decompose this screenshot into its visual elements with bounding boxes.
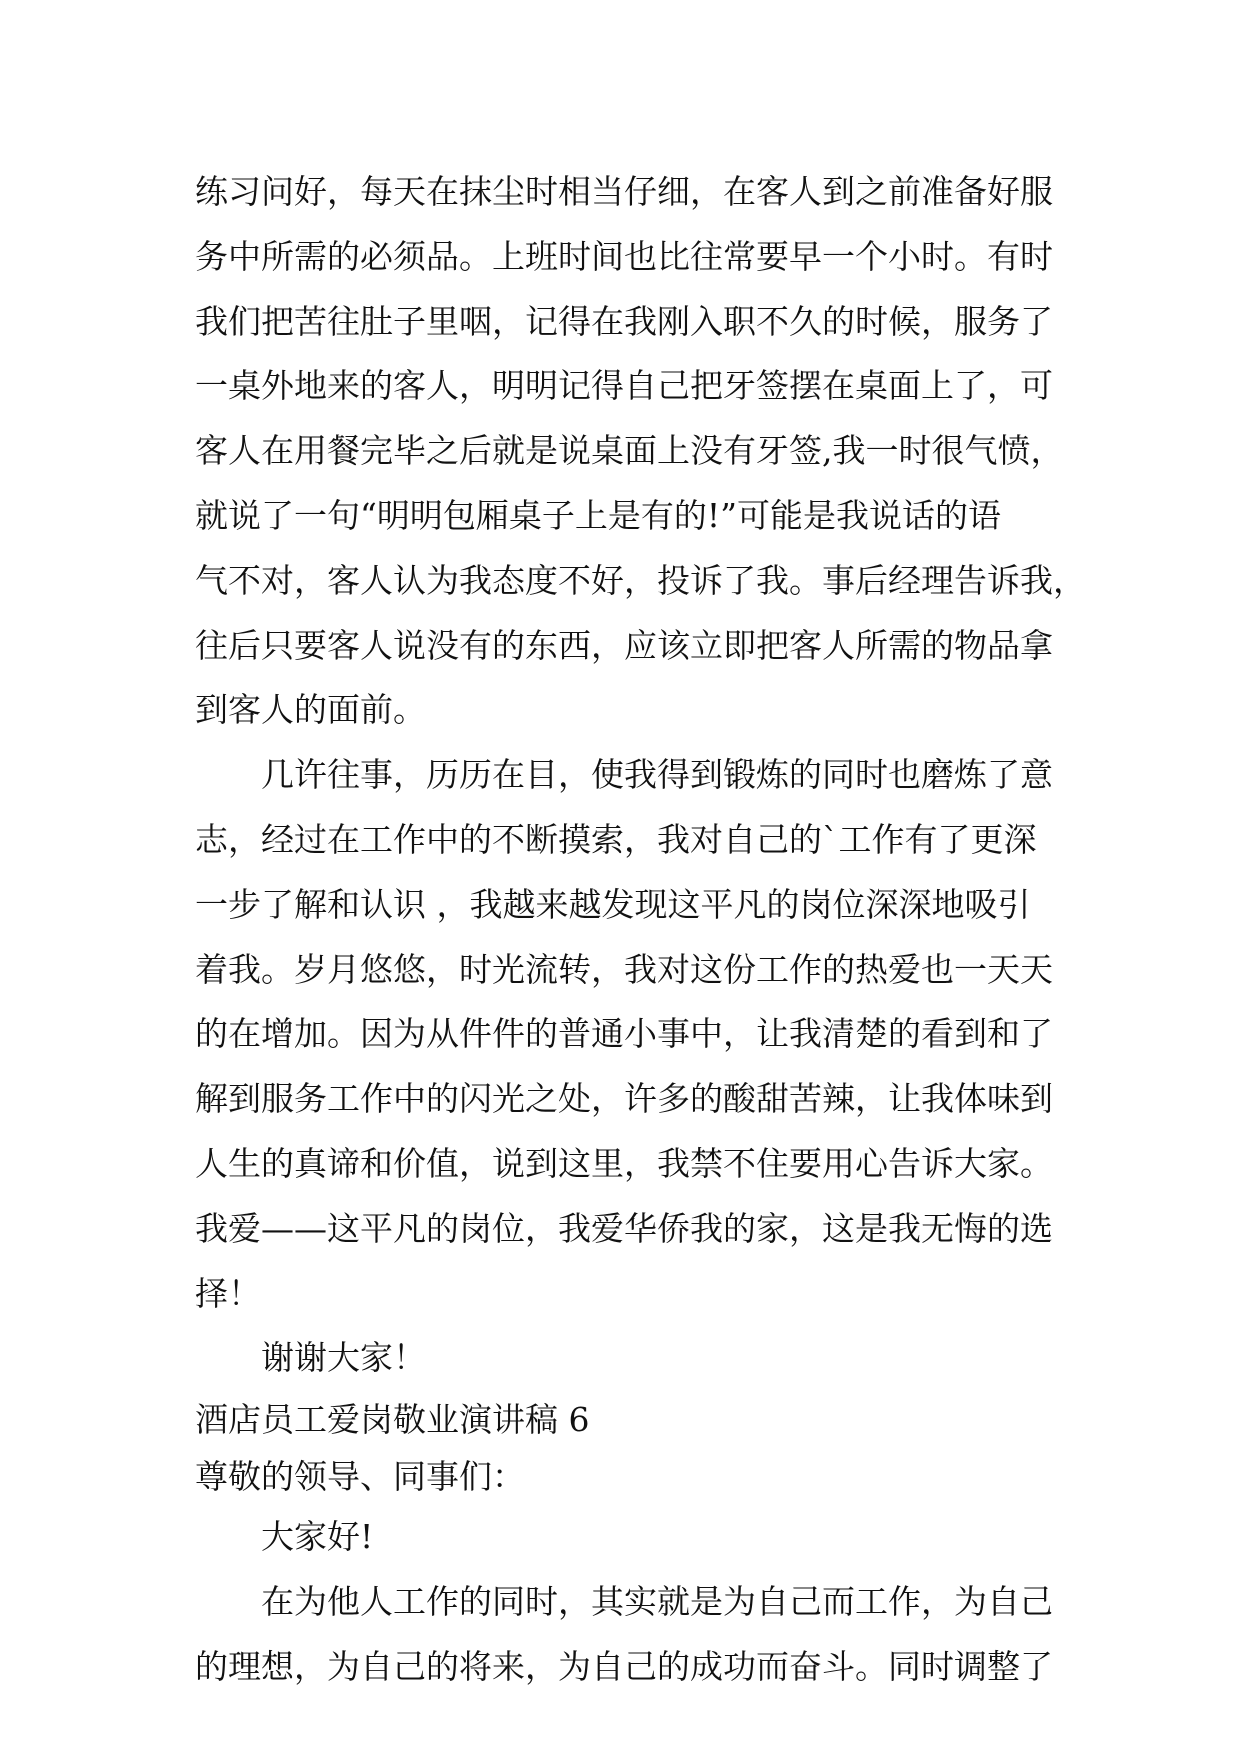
- paragraph-line: 的理想，为自己的将来，为自己的成功而奋斗。同时调整了: [195, 1646, 1053, 1686]
- paragraph-line: 着我。岁月悠悠，时光流转，我对这份工作的热爱也一天天: [195, 949, 1053, 989]
- salutation: 尊敬的领导、同事们：: [195, 1457, 525, 1497]
- document-body: [195, 160, 1086, 1700]
- paragraph-line: 在为他人工作的同时，其实就是为自己而工作，为自己: [261, 1581, 1053, 1621]
- paragraph-line: 几许往事，历历在目，使我得到锻炼的同时也磨炼了意: [261, 755, 1053, 795]
- paragraph-line: 气不对，客人认为我态度不好，投诉了我。事后经理告诉我，: [195, 560, 1086, 600]
- paragraph-line: 解到服务工作中的闪光之处，许多的酸甜苦辣，让我体味到: [195, 1079, 1053, 1119]
- paragraph-line: 务中所需的必须品。上班时间也比往常要早一个小时。有时: [195, 236, 1053, 276]
- paragraph-line: 往后只要客人说没有的东西，应该立即把客人所需的物品拿: [195, 625, 1053, 665]
- paragraph-line: 志，经过在工作中的不断摸索，我对自己的`工作有了更深: [195, 819, 1037, 859]
- greeting-line: 大家好!: [261, 1517, 374, 1557]
- paragraph-line: 就说了一句“明明包厢桌子上是有的!”可能是我说话的语: [195, 495, 1002, 535]
- paragraph-line: 到客人的面前。: [195, 690, 426, 730]
- thanks-line: 谢谢大家！: [261, 1338, 426, 1378]
- paragraph-line: 一桌外地来的客人，明明记得自己把牙签摆在桌面上了，可: [195, 366, 1053, 406]
- paragraph-line: 人生的真谛和价值，说到这里，我禁不住要用心告诉大家。: [195, 1143, 1053, 1183]
- paragraph-line: 练习问好，每天在抹尘时相当仔细，在客人到之前准备好服: [195, 172, 1053, 211]
- paragraph-line: 客人在用餐完毕之后就是说桌面上没有牙签,我一时很气愤，: [195, 431, 1064, 471]
- paragraph-line: 择！: [195, 1273, 261, 1313]
- paragraph-line: 的在增加。因为从件件的普通小事中，让我清楚的看到和了: [195, 1014, 1053, 1054]
- paragraph-line: 我爱——这平凡的岗位，我爱华侨我的家，这是我无悔的选: [195, 1208, 1053, 1248]
- paragraph-line: 一步了解和认识 ，我越来越发现这平凡的岗位深深地吸引: [195, 884, 1031, 924]
- section-heading: 酒店员工爱岗敬业演讲稿 6: [195, 1400, 590, 1440]
- paragraph-line: 我们把苦往肚子里咽，记得在我刚入职不久的时候，服务了: [195, 301, 1053, 341]
